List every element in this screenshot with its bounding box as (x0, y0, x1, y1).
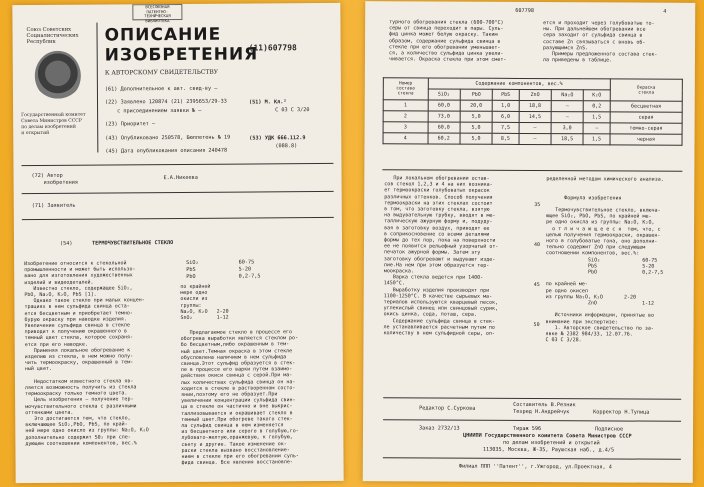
footer-rule-3 (383, 457, 681, 460)
table-col-sio2: SiO₂ (428, 89, 460, 100)
table-cell: 6,0 (492, 111, 519, 122)
table-cell: 2 (383, 111, 428, 122)
header-divider (96, 23, 98, 153)
footer-tirazh: Тираж 596 (513, 425, 542, 433)
applicant: (71) Заявитель (31, 202, 76, 210)
composition-pbs: PbS 5-20 (186, 266, 252, 273)
author-name: Е.А.Никеева (163, 174, 198, 182)
separator-3 (22, 217, 334, 220)
table-cell: 3 (383, 122, 428, 133)
line-number: 50 (533, 322, 540, 329)
field-attach: с присоединением заявки № – (117, 107, 202, 115)
composition-pbo: PbO 0,2-7,5 (186, 273, 261, 280)
table-cell: бесцветная (610, 101, 682, 112)
composition-others: по крайней мере одно окисли из группы: Na₂O, K₂O 2-20 SnO₂ 1-12 (180, 283, 229, 321)
table-cell: – (551, 101, 583, 112)
field-23: (23) Приоритет – (105, 121, 156, 128)
left-page (12, 3, 343, 483)
footer-order: Заказ 2732/13 (419, 425, 460, 432)
field-61: (61) Дополнительное к авт. свид-ву – (104, 85, 218, 93)
footer-rule-2 (383, 419, 681, 422)
table-col-pbs: PbS (492, 89, 519, 100)
line-number: 35 (534, 202, 541, 209)
udk-value: (088.8) (275, 143, 298, 150)
footer-corrector: Корректор Н.Тупица (593, 409, 650, 416)
footer-rule-1 (383, 397, 681, 400)
table-cell: 18,5 (551, 134, 583, 145)
body-left-text: При локальном обогревании остав- сов стекол 1,2,3 и 4 на них возника- ет термоокраски голубоватых окрасок различных оттенков. Способ получения термоокраски на этих стеклах состоит в том, что заготовку стекла, взятую на выдувательную трубку, вводят в ме- таллическую ажурную форму и, подуду- вая в заготовку воздух, приводят ее в соприкосновение со всеми деталями формы до тех пор, пока на поверхности ее не появится рельефный узорчатый от- печаток ажурной формы. Затем эту заготовку обогревают и выдувают изде- лие.На нем при этом образуется тер- моокраска. Варка стекла ведется при 1400- 1450°С. Выработку изделия производят при 1100-1250°С. В качестве сырьевых ма- териалов используются кварцевый песок, углекислый свинец или свинцовый сурик, окись цинка, сода, поташ, сера. Содержание сульфида свинца в стек- ле устанавливается расчетным путем по количеству в нем сульфидной серы, оп- (383, 175, 499, 337)
table-cell: 4 (383, 133, 428, 144)
table-col-na2o: Na₂O (551, 90, 583, 101)
title-line-2: ИЗОБРЕТЕНИЯ (104, 44, 259, 66)
footer-compiler: Составитель В.Резник (513, 401, 576, 409)
page-number-right: 4 (663, 8, 667, 15)
table-cell: 1,0 (492, 100, 519, 111)
line-number: 40 (533, 242, 541, 249)
ussr-emblem (35, 51, 81, 101)
title-line-1: ОПИСАНИЕ (104, 24, 222, 46)
footer-techred: Техред Н.Андрейчук (513, 408, 570, 416)
table-cell: черная (610, 134, 682, 145)
table-cell: 5,0 (460, 122, 492, 133)
mkl-label: (51) М. Кл.² (248, 99, 287, 106)
table-cell: 8,5 (492, 133, 519, 144)
table-cell: 60,0 (428, 122, 460, 133)
table-cell: 1,5 (583, 112, 610, 123)
table-bottom-rule (382, 169, 682, 172)
mkl-value: С 03 С 3/20 (275, 107, 310, 114)
table-cell: 5,0 (460, 133, 492, 144)
table-row (383, 133, 682, 146)
invention-code: (54) (59, 240, 73, 247)
table-cell: 60,0 (428, 100, 460, 111)
table-cell: темно-серая (610, 123, 682, 134)
udk-label: (53) УДК 666.112.9 (249, 135, 306, 142)
table-col-zno: ZnO (519, 89, 551, 100)
author-label: изобретения (43, 179, 78, 186)
table-cell: – (519, 122, 551, 133)
table-cell: – (583, 123, 610, 134)
composition-sio2: SiO₂ 60-75 (186, 259, 255, 266)
field-22: (22) Заявлено 120874 (21) 2395653/29-33 (104, 98, 227, 106)
table-cell: – (519, 133, 551, 144)
footer-address: 113035, Москва, Ж-35, Раушская наб., д.4/5 (482, 446, 615, 454)
table-cell: 3,0 (551, 123, 583, 134)
library-stamp: ВСЕСОЮЗНАЯ ПАТЕНТНО- ТЕХНИЧЕСКАЯ БИБЛИОТЕКА (132, 4, 182, 20)
committee-line-2: Совета Министров СССР (21, 118, 82, 125)
table-cell: 0,2 (583, 101, 610, 112)
table-col-k2o: K₂O (583, 90, 610, 101)
composition-table (383, 77, 683, 146)
footer-editor: Редактор С.Суркова (419, 405, 476, 412)
left-col-text: Изобретение относится к стекольной промышленности и может быть использо- вано для изготовления художественных изделий и видеодеталей. Известно стекло, содержащее SiO₂, PbO, Na₂O, K₂O, PbS [1]. Однако такое стекло при малых концен- трациях в нем сульфида свинца оста- ется бесцветным и приобретает темно- бурую окраску при наводке изделия. Увеличение сульфида свинца в стекле приводит к получению окрашенного в темный цвет стекла, которое сохраня- ется при его наводке. Применяя локальное обогревание к изделию из стекла, в нем можно полу- чить термоокраску, окрашенный в тем- ный цвет. Недостатком известного стекла яв- ляется возможность получить из стекла термоокраску только темного цвета. Цель изобретения — получение тер- мочувствительного стекла с различными оттенками цвета. Это достигается тем, что стекло, включающее SiO₂,PbO, PbS, по край- ней мере одно окисло из группы: Na₂O, K₂O дополнительно содержит S0₂ при сле- дующем соотношении компонентов, вес.% (24, 260, 149, 447)
table-cell: 1 (383, 100, 428, 111)
table-cell: серая (610, 112, 682, 123)
footer-institute: ЦНИИПИ Государственного комитета Совета Министров СССР (462, 432, 632, 440)
separator-1 (21, 163, 333, 166)
top-left-text: турного обогревания стекла (600-700°С) серы от свинца переходит в пары. Суль- фид цинка может белую окраску. Таким образом, содержание сульфида свинца в стекле при его обогревании уменьшает- ся, а количество сульфида цинка увели- чивается. Окраска стекла при этом смет- (388, 19, 507, 64)
committee-line-4: и открытий (21, 130, 50, 137)
table-header-number: Номер состава стекла (383, 78, 428, 100)
field-43: (43) Опубликовано 250578, Бюллетень № 19 (105, 134, 231, 142)
table-header-group: Содержание компонентов, вес.% (428, 78, 610, 90)
table-cell: 14,5 (519, 111, 551, 122)
right-page (363, 1, 696, 483)
body-right-text: ределенной методом химического анализа. Формула изобретения Термочувствительное стекло, включа- ющее SiO₂, PbO, PbS, по крайней ме- ре одно окисла из группы: Na₂O, K₂O, о т л и ч а ю щ е е с я тем, что, с целью получения термоокраски, окрашен- ного в голубоватые тона, оно дополни- тельно содержит ZnO при следующем соотношении компонентов, вес.%: SiO₂ 60-75 PbS 5-20 PbO 0,2-7,5 по крайней ме- ре одно окисел из группы Na₂O, K₂O 2-20 ZnO 1-12 Источники информации, принятые во внимание при экспертизе: 1. Авторское свидетельство по за- явке № 2382 984/33, 12.07.76. С 03 С 3/28. (545, 176, 664, 344)
table-cell: 73,0 (428, 111, 460, 122)
table-cell: 18,8 (519, 100, 551, 111)
footer-institute-2: по делам изобретений и открытий (502, 439, 600, 447)
org-line-2: Социалистических (26, 32, 79, 40)
org-line-3: Республик (26, 38, 56, 46)
table-cell: 7,5 (492, 122, 519, 133)
org-line-1: Союз Советских (26, 26, 72, 34)
table-col-pbo: PbO (460, 89, 492, 100)
top-right-text: ется и проходит через голубоватые то- ны. При дальнейшем обогревании все сера заходит от сульфида свинца в составе Zn связываться с вновь об- разующимся ZnS. Примеры предложенного состава стек- ла приведены в таблице. (542, 20, 658, 64)
line-number: 45 (533, 282, 540, 289)
separator-2 (22, 191, 334, 194)
committee-line-1: Государственный комитет (21, 112, 86, 119)
table-cell: – (551, 112, 583, 123)
footer-branch: Филиал ППП ''Патент'', г.Ужгород, ул.Проектная, 4 (458, 463, 612, 471)
footer-podpisnoe: Подписное (595, 426, 624, 433)
page-number: 607798 (515, 7, 534, 15)
committee-line-3: по делам изобретений (21, 124, 76, 131)
author-code: (72) Автор (31, 172, 63, 180)
invention-title: ТЕРМОЧУВСТВИТЕЛЬНОЕ СТЕКЛО (91, 240, 174, 247)
subtitle: К АВТОРСКОМУ СВИДЕТЕЛЬСТВУ (104, 68, 219, 77)
field-45: (45) Дата опубликования описания 240478 (105, 147, 228, 155)
patent-number: (11)607798 (248, 43, 297, 53)
table-header-color: Окраска стекла (610, 79, 682, 101)
table-cell: 1,5 (583, 134, 610, 145)
table-cell: 60,2 (428, 133, 460, 144)
table-cell: 20,0 (460, 100, 492, 111)
right-col-text: Предлагаемое стекло в процессе его обогрева выработки является стеклом ро- бо бесцветным,либо окрашенным в тем- ный цвет.Темная окраска в этом стекле обусловлена наличием в нем сульфида свинца.Этот сульфид образуется в стек- ле в процессе его варки путем взаимо- действия окиси свинца с серой.При ма- лых количествах сульфида свинца он на- ходится в стекле в растворенном состо- янии,поэтому его не образует.При увеличении концентрации сульфида свин- ца в стекле он частично и вне выкрис- таллизовывается и окрашивает стекло в темный цвет.При обогреве такого стек- ла сульфид свинца в нем изменяется из бесцветного или серого в голубую,го- лубовато-желтую,оранжевую, к голубую, свету и другие. Такое изменение ок- раски стекла вызвано восстановление- нием в стекле при его обогревании суль- фида свинца. Все явления восстановле- (180, 329, 299, 467)
table-cell: 5,0 (460, 111, 492, 122)
